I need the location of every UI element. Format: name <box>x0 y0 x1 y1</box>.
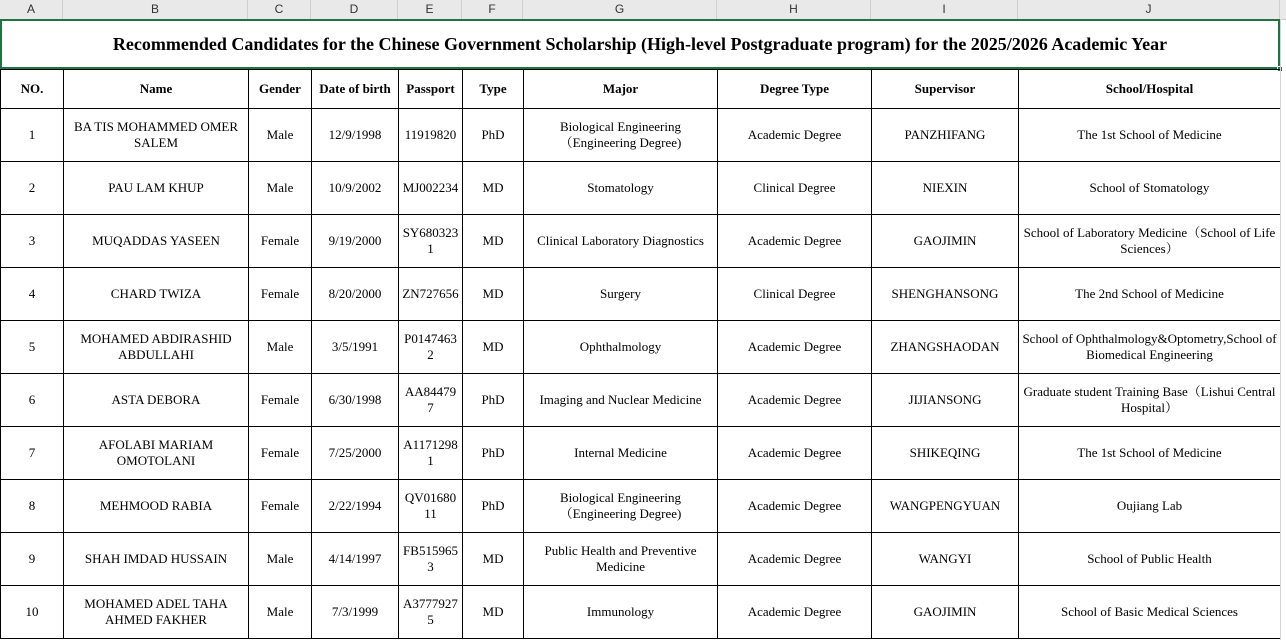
cell-no[interactable]: 10 <box>1 586 64 639</box>
cell-passport[interactable]: SY6803231 <box>399 215 463 268</box>
table-row <box>1 586 1281 639</box>
header-school-hospital[interactable]: School/Hospital <box>1019 70 1281 109</box>
cell-school-hospital[interactable]: School of Public Health <box>1019 533 1281 586</box>
table-row <box>1 533 1281 586</box>
cell-gender[interactable]: Male <box>249 109 312 162</box>
cell-type[interactable]: MD <box>463 215 524 268</box>
column-header-bar <box>0 0 1286 20</box>
cell-degree-type[interactable]: Academic Degree <box>718 109 872 162</box>
column-header-e[interactable]: E <box>398 0 462 19</box>
cell-date-of-birth[interactable]: 10/9/2002 <box>312 162 399 215</box>
cell-type[interactable]: PhD <box>463 480 524 533</box>
table-row <box>1 162 1281 215</box>
cell-date-of-birth[interactable]: 6/30/1998 <box>312 374 399 427</box>
cell-passport[interactable]: A11712981 <box>399 427 463 480</box>
column-header-d[interactable]: D <box>311 0 398 19</box>
cell-type[interactable]: PhD <box>463 374 524 427</box>
cell-name[interactable]: ASTA DEBORA <box>64 374 249 427</box>
column-header-c[interactable]: C <box>248 0 311 19</box>
cell-passport[interactable]: A37779275 <box>399 586 463 639</box>
cell-degree-type[interactable]: Academic Degree <box>718 215 872 268</box>
cell-gender[interactable]: Female <box>249 215 312 268</box>
cell-date-of-birth[interactable]: 2/22/1994 <box>312 480 399 533</box>
column-header-i[interactable]: I <box>871 0 1018 19</box>
cell-type[interactable]: MD <box>463 268 524 321</box>
column-header-g[interactable]: G <box>523 0 717 19</box>
cell-name[interactable]: SHAH IMDAD HUSSAIN <box>64 533 249 586</box>
cell-name[interactable]: MUQADDAS YASEEN <box>64 215 249 268</box>
cell-passport[interactable]: P01474632 <box>399 321 463 374</box>
header-major[interactable]: Major <box>524 70 718 109</box>
cell-school-hospital[interactable]: The 2nd School of Medicine <box>1019 268 1281 321</box>
cell-gender[interactable]: Male <box>249 533 312 586</box>
cell-name[interactable]: MOHAMED ADEL TAHA AHMED FAKHER <box>64 586 249 639</box>
cell-school-hospital[interactable]: School of Stomatology <box>1019 162 1281 215</box>
cell-date-of-birth[interactable]: 7/25/2000 <box>312 427 399 480</box>
cell-no[interactable]: 4 <box>1 268 64 321</box>
table-row <box>1 321 1281 374</box>
table-row <box>1 374 1281 427</box>
cell-type[interactable]: MD <box>463 162 524 215</box>
cell-gender[interactable]: Male <box>249 162 312 215</box>
cell-major[interactable]: Internal Medicine <box>524 427 718 480</box>
cell-major[interactable]: Imaging and Nuclear Medicine <box>524 374 718 427</box>
column-header-h[interactable]: H <box>717 0 871 19</box>
cell-supervisor[interactable]: WANGYI <box>872 533 1019 586</box>
cell-date-of-birth[interactable]: 7/3/1999 <box>312 586 399 639</box>
cell-major[interactable]: Public Health and Preventive Medicine <box>524 533 718 586</box>
cell-type[interactable]: MD <box>463 586 524 639</box>
cell-no[interactable]: 8 <box>1 480 64 533</box>
cell-degree-type[interactable]: Clinical Degree <box>718 162 872 215</box>
cell-passport[interactable]: QV0168011 <box>399 480 463 533</box>
candidates-table <box>0 69 1281 639</box>
table-row <box>1 427 1281 480</box>
cell-degree-type[interactable]: Clinical Degree <box>718 268 872 321</box>
cell-supervisor[interactable]: WANGPENGYUAN <box>872 480 1019 533</box>
cell-supervisor[interactable]: SHIKEQING <box>872 427 1019 480</box>
cell-school-hospital[interactable]: Oujiang Lab <box>1019 480 1281 533</box>
cell-name[interactable]: MOHAMED ABDIRASHID ABDULLAHI <box>64 321 249 374</box>
cell-no[interactable]: 7 <box>1 427 64 480</box>
header-supervisor[interactable]: Supervisor <box>872 70 1019 109</box>
column-header-f[interactable]: F <box>462 0 523 19</box>
cell-major[interactable]: Biological Engineering（Engineering Degree) <box>524 480 718 533</box>
header-passport[interactable]: Passport <box>399 70 463 109</box>
cell-no[interactable]: 3 <box>1 215 64 268</box>
cell-major[interactable]: Biological Engineering（Engineering Degree) <box>524 109 718 162</box>
cell-type[interactable]: PhD <box>463 427 524 480</box>
cell-supervisor[interactable]: GAOJIMIN <box>872 215 1019 268</box>
cell-name[interactable]: PAU LAM KHUP <box>64 162 249 215</box>
cell-name[interactable]: CHARD TWIZA <box>64 268 249 321</box>
table-row <box>1 480 1281 533</box>
table-header-row <box>1 70 1281 109</box>
cell-major[interactable]: Stomatology <box>524 162 718 215</box>
column-header-j[interactable]: J <box>1018 0 1280 19</box>
cell-supervisor[interactable]: NIEXIN <box>872 162 1019 215</box>
cell-no[interactable]: 6 <box>1 374 64 427</box>
cell-date-of-birth[interactable]: 12/9/1998 <box>312 109 399 162</box>
cell-school-hospital[interactable]: School of Basic Medical Sciences <box>1019 586 1281 639</box>
cell-date-of-birth[interactable]: 9/19/2000 <box>312 215 399 268</box>
cell-degree-type[interactable]: Academic Degree <box>718 533 872 586</box>
cell-supervisor[interactable]: SHENGHANSONG <box>872 268 1019 321</box>
cell-degree-type[interactable]: Academic Degree <box>718 480 872 533</box>
cell-date-of-birth[interactable]: 8/20/2000 <box>312 268 399 321</box>
header-no[interactable]: NO. <box>1 70 64 109</box>
cell-major[interactable]: Immunology <box>524 586 718 639</box>
cell-supervisor[interactable]: ZHANGSHAODAN <box>872 321 1019 374</box>
title-cell-selected[interactable]: Recommended Candidates for the Chinese Government Scholarship (High-level Postgraduate program) for the 2025/2026 Academic Year <box>0 19 1280 69</box>
cell-school-hospital[interactable]: The 1st School of Medicine <box>1019 109 1281 162</box>
cell-passport[interactable]: FB5159653 <box>399 533 463 586</box>
cell-degree-type[interactable]: Academic Degree <box>718 586 872 639</box>
table-row <box>1 109 1281 162</box>
cell-gender[interactable]: Female <box>249 427 312 480</box>
cell-gender[interactable]: Male <box>249 321 312 374</box>
cell-supervisor[interactable]: JIJIANSONG <box>872 374 1019 427</box>
cell-supervisor[interactable]: PANZHIFANG <box>872 109 1019 162</box>
cell-school-hospital[interactable]: Graduate student Training Base（Lishui Central Hospital） <box>1019 374 1281 427</box>
cell-date-of-birth[interactable]: 4/14/1997 <box>312 533 399 586</box>
column-header-b[interactable]: B <box>63 0 248 19</box>
cell-school-hospital[interactable]: The 1st School of Medicine <box>1019 427 1281 480</box>
table-row <box>1 268 1281 321</box>
cell-gender[interactable]: Female <box>249 374 312 427</box>
cell-type[interactable]: MD <box>463 321 524 374</box>
column-header-a[interactable]: A <box>0 0 63 19</box>
cell-passport[interactable]: ZN727656 <box>399 268 463 321</box>
header-type[interactable]: Type <box>463 70 524 109</box>
cell-passport[interactable]: MJ002234 <box>399 162 463 215</box>
cell-gender[interactable]: Female <box>249 268 312 321</box>
cell-name[interactable]: AFOLABI MARIAM OMOTOLANI <box>64 427 249 480</box>
header-gender[interactable]: Gender <box>249 70 312 109</box>
cell-no[interactable]: 5 <box>1 321 64 374</box>
cell-major[interactable]: Ophthalmology <box>524 321 718 374</box>
cell-major[interactable]: Surgery <box>524 268 718 321</box>
cell-passport[interactable]: 11919820 <box>399 109 463 162</box>
header-date-of-birth[interactable]: Date of birth <box>312 70 399 109</box>
cell-degree-type[interactable]: Academic Degree <box>718 374 872 427</box>
cell-name[interactable]: BA TIS MOHAMMED OMER SALEM <box>64 109 249 162</box>
cell-gender[interactable]: Female <box>249 480 312 533</box>
cell-no[interactable]: 9 <box>1 533 64 586</box>
sheet-right-edge <box>1280 19 1281 640</box>
cell-name[interactable]: MEHMOOD RABIA <box>64 480 249 533</box>
cell-no[interactable]: 1 <box>1 109 64 162</box>
cell-supervisor[interactable]: GAOJIMIN <box>872 586 1019 639</box>
cell-school-hospital[interactable]: School of Ophthalmology&Optometry,School of Biomedical Engineering <box>1019 321 1281 374</box>
cell-type[interactable]: PhD <box>463 109 524 162</box>
column-header-overflow <box>1280 0 1286 19</box>
table-row <box>1 215 1281 268</box>
cell-gender[interactable]: Male <box>249 586 312 639</box>
header-degree-type[interactable]: Degree Type <box>718 70 872 109</box>
header-name[interactable]: Name <box>64 70 249 109</box>
cell-degree-type[interactable]: Academic Degree <box>718 427 872 480</box>
cell-type[interactable]: MD <box>463 533 524 586</box>
cell-degree-type[interactable]: Academic Degree <box>718 321 872 374</box>
cell-major[interactable]: Clinical Laboratory Diagnostics <box>524 215 718 268</box>
cell-school-hospital[interactable]: School of Laboratory Medicine（School of Life Sciences） <box>1019 215 1281 268</box>
cell-date-of-birth[interactable]: 3/5/1991 <box>312 321 399 374</box>
cell-no[interactable]: 2 <box>1 162 64 215</box>
cell-passport[interactable]: AA844797 <box>399 374 463 427</box>
